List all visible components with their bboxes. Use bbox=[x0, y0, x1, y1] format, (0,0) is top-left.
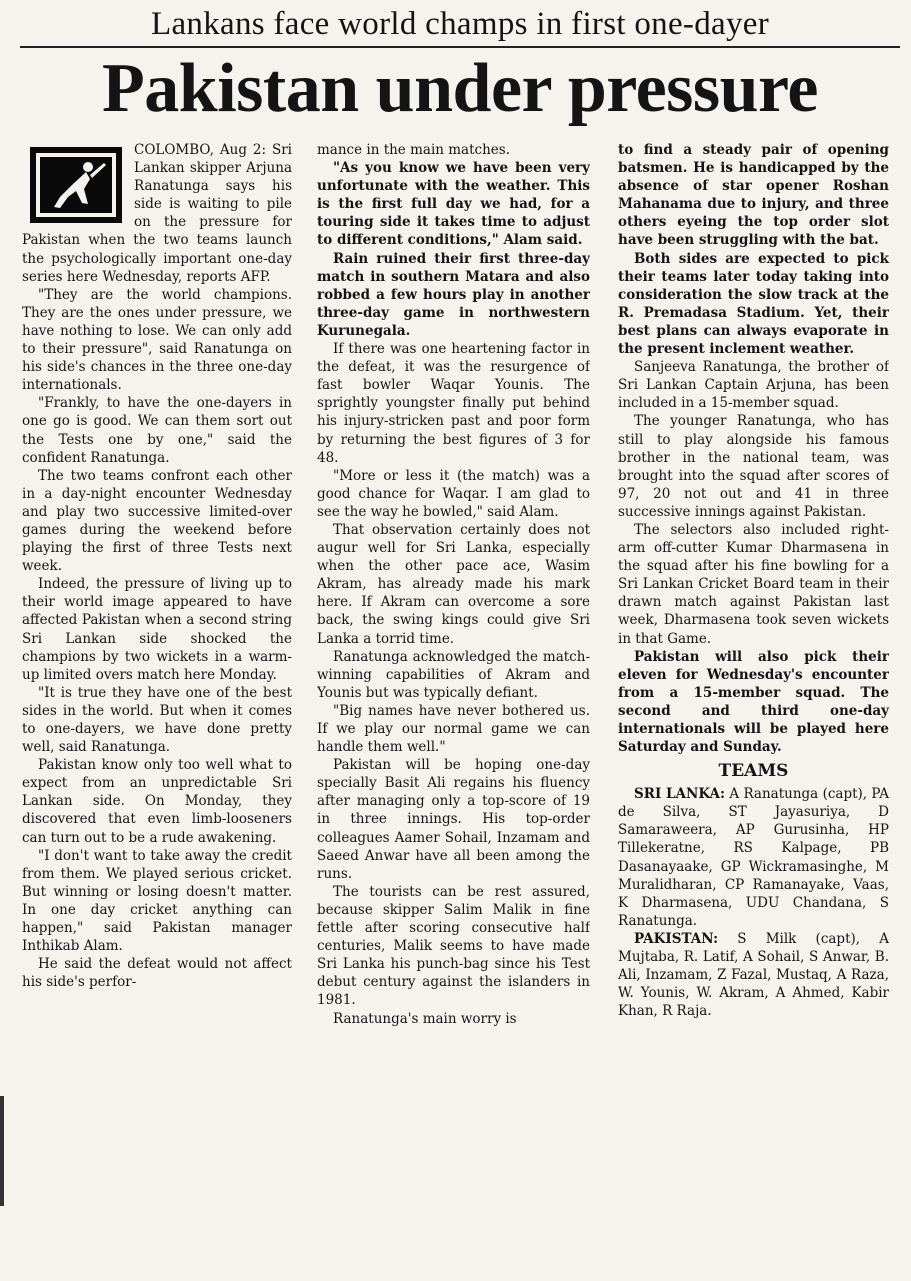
paragraph: The selectors also included right-arm off-cutter Kumar Dharmasena in the squad after his fine bowling for a Sri Lankan Cricket Board team in their drawn match against Pakistan last week, Dharmasena took seven wickets in that Game. bbox=[618, 521, 889, 647]
teams-heading: TEAMS bbox=[718, 761, 789, 782]
paragraph: Indeed, the pressure of living up to their world image appeared to have affected Pakistan when a second string Sri Lankan side shocked the champions by two wickets in a warm-up limited overs match here Monday. bbox=[22, 576, 292, 683]
column-edge-rule bbox=[0, 1096, 4, 1206]
paragraph: If there was one heartening factor in the defeat, it was the resurgence of fast bowler Waqar Younis. The sprightly youngster finally put behind his injury-stricken past and poor form by returning the best figures of 3 for 48. bbox=[317, 341, 590, 466]
paragraph: "I don't want to take away the credit from them. We played serious cricket. But winning or losing doesn't matter. In one day cricket anything can happen," said Pakistan manager Inthikab Alam. bbox=[22, 847, 292, 955]
paragraph: Both sides are expected to pick their teams later today taking into consideration the slow track at the R. Premadasa Stadium. Yet, their best plans can always evaporate in the present inclement weather. bbox=[618, 250, 889, 358]
paragraph: Pakistan know only too well what to expect from an unpredictable Sri Lankan side. On Monday, they discovered that even limb-looseners can turn out to be a rude awakening. bbox=[22, 757, 292, 846]
team-players-pakistan: S Milk (capt), A Mujtaba, R. Latif, A Sohail, S Anwar, B. Ali, Inzamam, Z Fazal, Mustaq, A Raza, W. Younis, W. Akram, A Ahmed, Kabir Khan, R Raja. bbox=[618, 930, 889, 1020]
paragraph: Pakistan will also pick their eleven for Wednesday's encounter from a 15-member squad. The second and third one-day internationals will be played here Saturday and Sunday. bbox=[618, 648, 889, 756]
team-label-pakistan: PAKISTAN: bbox=[634, 930, 719, 947]
paragraph: The tourists can be rest assured, because skipper Salim Malik in fine fettle after scoring consecutive half centuries, Malik seems to have made Sri Lanka his punch-bag since his Test debut century against the islanders in 1981. bbox=[317, 883, 590, 1009]
paragraph: He said the defeat would not affect his side's perfor- bbox=[22, 956, 292, 991]
paragraph: Sanjeeva Ranatunga, the brother of Sri Lankan Captain Arjuna, has been included in a 15-member squad. bbox=[618, 359, 889, 412]
paragraph: That observation certainly does not augur well for Sri Lanka, especially when the other pace ace, Wasim Akram, has already made his mark here. If Akram can overcome a sore back, the swing kings could give Sri Lanka a torrid time. bbox=[317, 521, 590, 647]
paragraph: The younger Ranatunga, who has still to play alongside his famous brother in the national team, was brought into the squad after scores of 97, 20 not out and 41 in three successive innings against Pakistan. bbox=[618, 413, 889, 520]
paragraph: COLOMBO, Aug 2: Sri Lankan skipper Arjuna Ranatunga says his side is waiting to pile on the pressure for Pakistan when the two teams launch the psychologically important one-day series here Wednesday, reports AFP. bbox=[22, 142, 292, 285]
article-column-2 bbox=[317, 141, 590, 1281]
paragraph: to find a steady pair of opening batsmen. He is handicapped by the absence of star opener Roshan Mahanama due to injury, and three others eyeing the top order slot have been struggling with the bat. bbox=[618, 142, 889, 249]
kicker: Lankans face world champs in first one-dayer bbox=[20, 2, 900, 48]
paragraph: "Big names have never bothered us. If we play our normal game we can handle them well." bbox=[317, 702, 590, 756]
team-players-sri-lanka: A Ranatunga (capt), PA de Silva, ST Jayasuriya, D Samaraweera, AP Gurusinha, HP Tillekeratne, RS Kalpage, PB Dasanayaake, GP Wickramasinghe, M Muralidharan, CP Ramanayake, Vaas, K Dharmasena, UDU Chandana, S Ranatunga. bbox=[618, 786, 889, 929]
paragraph: "It is true they have one of the best sides in the world. But when it comes to one-dayers, we have done pretty well, said Ranatunga. bbox=[22, 684, 292, 756]
article-column-3 bbox=[618, 141, 889, 1281]
paragraph: "More or less it (the match) was a good chance for Waqar. I am glad to see the way he bowled," said Alam. bbox=[317, 467, 590, 520]
paragraph: "They are the world champions. They are the ones under pressure, we have nothing to lose. We can only add to their pressure", said Ranatunga on his side's chances in the three one-day internationals. bbox=[22, 286, 292, 394]
paragraph: "Frankly, to have the one-dayers in one go is good. We can them sort out the Tests one by one," said the confident Ranatunga. bbox=[22, 395, 292, 466]
team-label-sri-lanka: SRI LANKA: bbox=[634, 786, 725, 803]
paragraph: Pakistan will be hoping one-day specially Basit Ali regains his fluency after managing only a top-score of 19 in three innings. His top-order colleagues Aamer Sohail, Inzamam and Saeed Anwar have all been among the runs. bbox=[317, 757, 590, 882]
cricket-batsman-icon bbox=[30, 147, 122, 223]
paragraph: Ranatunga's main worry is bbox=[333, 1010, 517, 1027]
paragraph: "As you know we have been very unfortunate with the weather. This is the first full day we had, for a touring side it takes time to adjust to different conditions," Alam said. bbox=[317, 160, 590, 249]
teams-pakistan bbox=[618, 930, 889, 1020]
teams-sri-lanka bbox=[618, 785, 889, 930]
paragraph: The two teams confront each other in a day-night encounter Wednesday and play two successive limited-over games during the weekend before playing the first of three Tests next week. bbox=[22, 467, 292, 575]
paragraph: Ranatunga acknowledged the match-winning capabilities of Akram and Younis but was typically defiant. bbox=[317, 648, 590, 701]
paragraph: Rain ruined their first three-day match in southern Matara and also robbed a few hours play in another three-day game in northwestern Kurunegala. bbox=[317, 250, 590, 339]
article-column-1 bbox=[22, 141, 292, 1281]
paragraph: mance in the main matches. bbox=[317, 142, 510, 158]
headline: Pakistan under pressure bbox=[102, 50, 818, 127]
